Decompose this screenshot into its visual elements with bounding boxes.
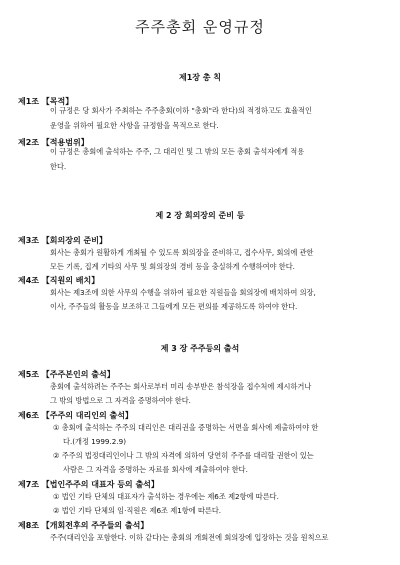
article-text-line: 이 규정은 당 회사가 주최하는 주주총회(이하 "총회"라 한다)의 적정하고도 효율적인 — [50, 106, 312, 115]
article-text-line: ② 주주의 법정대리인이나 그 밖의 자격에 의하여 당연히 주주를 대리할 권한이 있는 — [53, 451, 314, 460]
article-heading: 제7조 【법인주주의 대표자 등의 출석】 — [18, 480, 159, 489]
article-text-line: 회사는 총회가 원활하게 개최될 수 있도록 회의장을 준비하고, 접수사무, 회의에 관한 — [50, 248, 314, 257]
article-text-line: 회사는 제3조에 의한 사무의 수행을 위하여 필요한 직원들을 회의장에 배치하여 의장, — [50, 288, 316, 297]
article-heading: 제6조 【주주의 대리인의 출석】 — [18, 411, 133, 420]
article-text-line: 사람은 그 자격을 증명하는 자료를 회사에 제출하여야 한다. — [63, 465, 248, 474]
article-text-line: 다.(개정 1999.2.9) — [63, 437, 127, 446]
article-text-line: 모든 기록, 집계 기타의 사무 및 회의장의 경비 등을 충실하게 수행하여야 한다. — [50, 262, 295, 271]
chapter-heading: 제 2 장 회의장의 준비 등 — [155, 211, 245, 220]
article-text-line: 총회에 출석하려는 주주는 회사로부터 미리 송부받은 참석장을 접수처에 제시하거나 — [50, 382, 312, 391]
article-text-line: 한다. — [50, 162, 67, 171]
article-text-line: 주주(대리인을 포함한다. 이하 같다)는 총회의 개회전에 회의장에 입장하는 것을 원칙으로 — [50, 533, 329, 542]
article-text-line: 그 밖의 방법으로 그 자격을 증명하여야 한다. — [50, 396, 191, 405]
article-heading: 제2조 【적용범위】 — [18, 138, 89, 147]
article-heading: 제4조 【직원의 배치】 — [18, 276, 100, 285]
chapter-heading: 제1장 총 칙 — [178, 73, 222, 82]
article-text-line: ② 법인 기타 단체의 임·직원은 제6조 제1항에 따른다. — [53, 506, 222, 515]
article-heading: 제5조 【주주본인의 출석】 — [18, 370, 115, 379]
article-text-line: ① 총회에 출석하는 주주의 대리인은 대리권을 증명하는 서면을 회사에 제출하여야 한 — [53, 423, 319, 432]
article-text-line: 이사, 주주들의 활동을 보조하고 그들에게 모든 편의를 제공하도록 하여야 한다. — [50, 302, 298, 311]
article-heading: 제8조 【개회전후의 주주들의 출석】 — [18, 521, 149, 530]
document-title: 주주총회 운영규정 — [135, 18, 265, 36]
article-text-line: 이 규정은 총회에 출석하는 주주, 그 대리인 및 그 밖의 모든 총회 출석자에게 적용 — [50, 147, 305, 156]
article-text-line: 운영을 위하여 필요한 사항을 규정함을 목적으로 한다. — [50, 121, 219, 130]
chapter-heading: 제 3 장 주주등의 출석 — [160, 344, 240, 353]
article-heading: 제3조 【회의장의 준비】 — [18, 236, 107, 245]
article-text-line: ① 법인 기타 단체의 대표자가 출석하는 경우에는 제6조 제2항에 따른다. — [53, 492, 279, 501]
article-heading: 제1조 【목적】 — [18, 97, 74, 106]
